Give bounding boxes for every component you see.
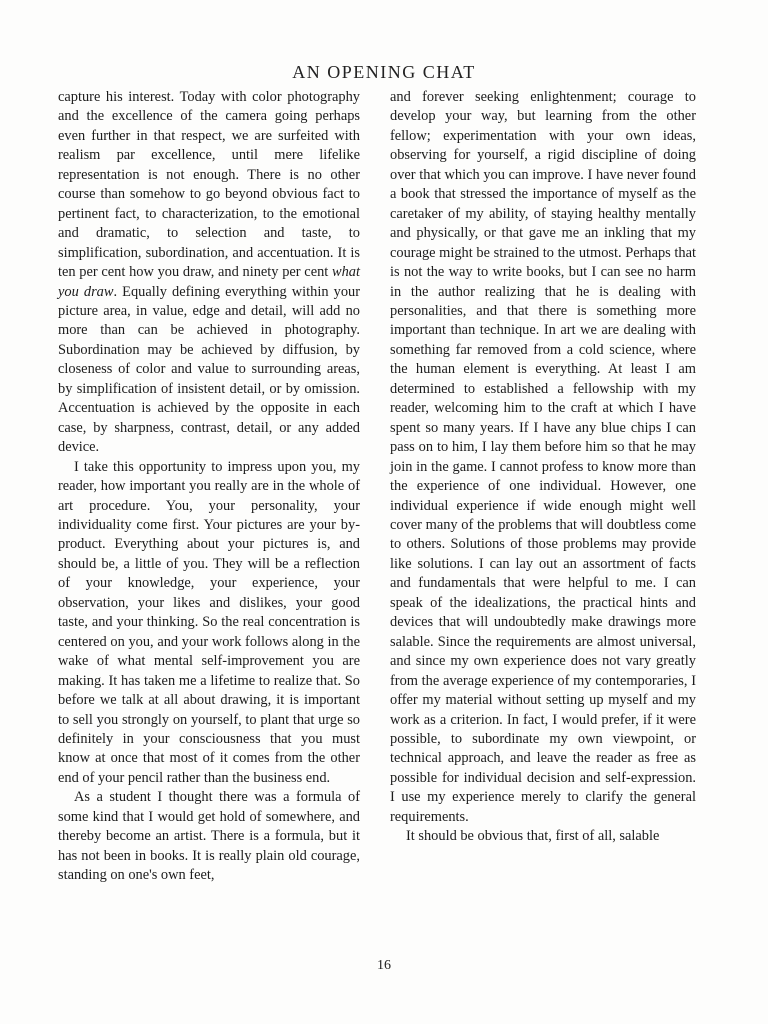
left-column [58,88,360,886]
page-number: 16 [377,958,391,973]
paragraph-text: . Equally defining everything within your picture area, in value, edge and detail, will add no more than can be achieved in photography. Subordination may be achieved by diffusion, by closeness of color and value to surrounding areas, by simplification of insistent detail, or by omission. Accentuation is achieved by the opposite in each case, by sharpness, contrast, detail, or any added device. [58,283,361,456]
paragraph: As a student I thought there was a formula of some kind that I would get hold of somewhere, and thereby become an artist. There is a formula, but it has not been in books. It is really plain old courage, standing on one's own feet, [58,789,360,884]
paragraph: I take this opportunity to impress upon you, my reader, how important you really are in the whole of art procedure. You, your personality, your individuality come first. Your pictures are your by-product. Everything about your pictures is, and should be, a little of you. They will be a reflection of your knowledge, your experience, your observation, your likes and dislikes, your good taste, and your thinking. So the real concentration is centered on you, and your work follows along in the wake of what mental self-improvement you are making. It has taken me a lifetime to realize that. So before we talk at all about drawing, it is important to sell you strongly on yourself, to plant that urge so definitely in your consciousness that you must know at once that most of it comes from the other end of your pencil rather than the business end. [58,458,360,786]
paragraph-text: capture his interest. Today with color photography and the excellence of the camera going perhaps even further in that respect, we are surfeited with realism par excellence, until mere lifelike representation is not enough. There is no other course than somehow to go beyond obvious fact to pertinent fact, to characterization, to the emotional and dramatic, to selection and taste, to simplification, subordination, and accentuation. It is ten per cent how you draw, and ninety per cent [58,89,360,281]
emphasized-text: what you draw [58,264,360,300]
running-title: AN OPENING CHAT [292,62,476,82]
right-column [390,88,696,847]
paragraph [58,88,360,458]
paragraph: and forever seeking enlightenment; courage to develop your way, but learning from the other fellow; experimentation with your own ideas, observing for yourself, a rigid discipline of doing over that which you can improve. I have never found a book that stressed the importance of myself as the caretaker of my ability, of staying healthy mentally and physically, or that gave me an inkling that my courage might be strained to the utmost. Perhaps that is not the way to write books, but I can see no harm in the author realizing that he is dealing with personalities, and that there is something more important than technique. In art we are dealing with something far removed from a cold science, where the human element is everything. At least I am determined to established a fellowship with my reader, welcoming him to the craft at which I have spent so many years. If I have any blue chips I can pass on to him, I lay them before him so that he may join in the game. I cannot profess to know more than the experience of one individual. However, one individual experience if wide enough might well cover many of the problems that will doubtless come to others. Solutions of those problems may provide like solutions. I can lay out an assortment of facts and fundamentals that were helpful to me. I can speak of the idealizations, the practical hints and devices that will undoubtedly make drawings more salable. Since the requirements are almost universal, and since my own experience does not vary greatly from the average experience of my contemporaries, I offer my material without setting up myself and my work as a criterion. In fact, I would prefer, if it were possible, to subordinate my own viewpoint, or technical approach, and leave the reader as free as possible for individual decision and self-expression. I use my experience merely to clarify the general requirements. [390,89,696,825]
paragraph: It should be obvious that, first of all, salable [406,828,660,845]
